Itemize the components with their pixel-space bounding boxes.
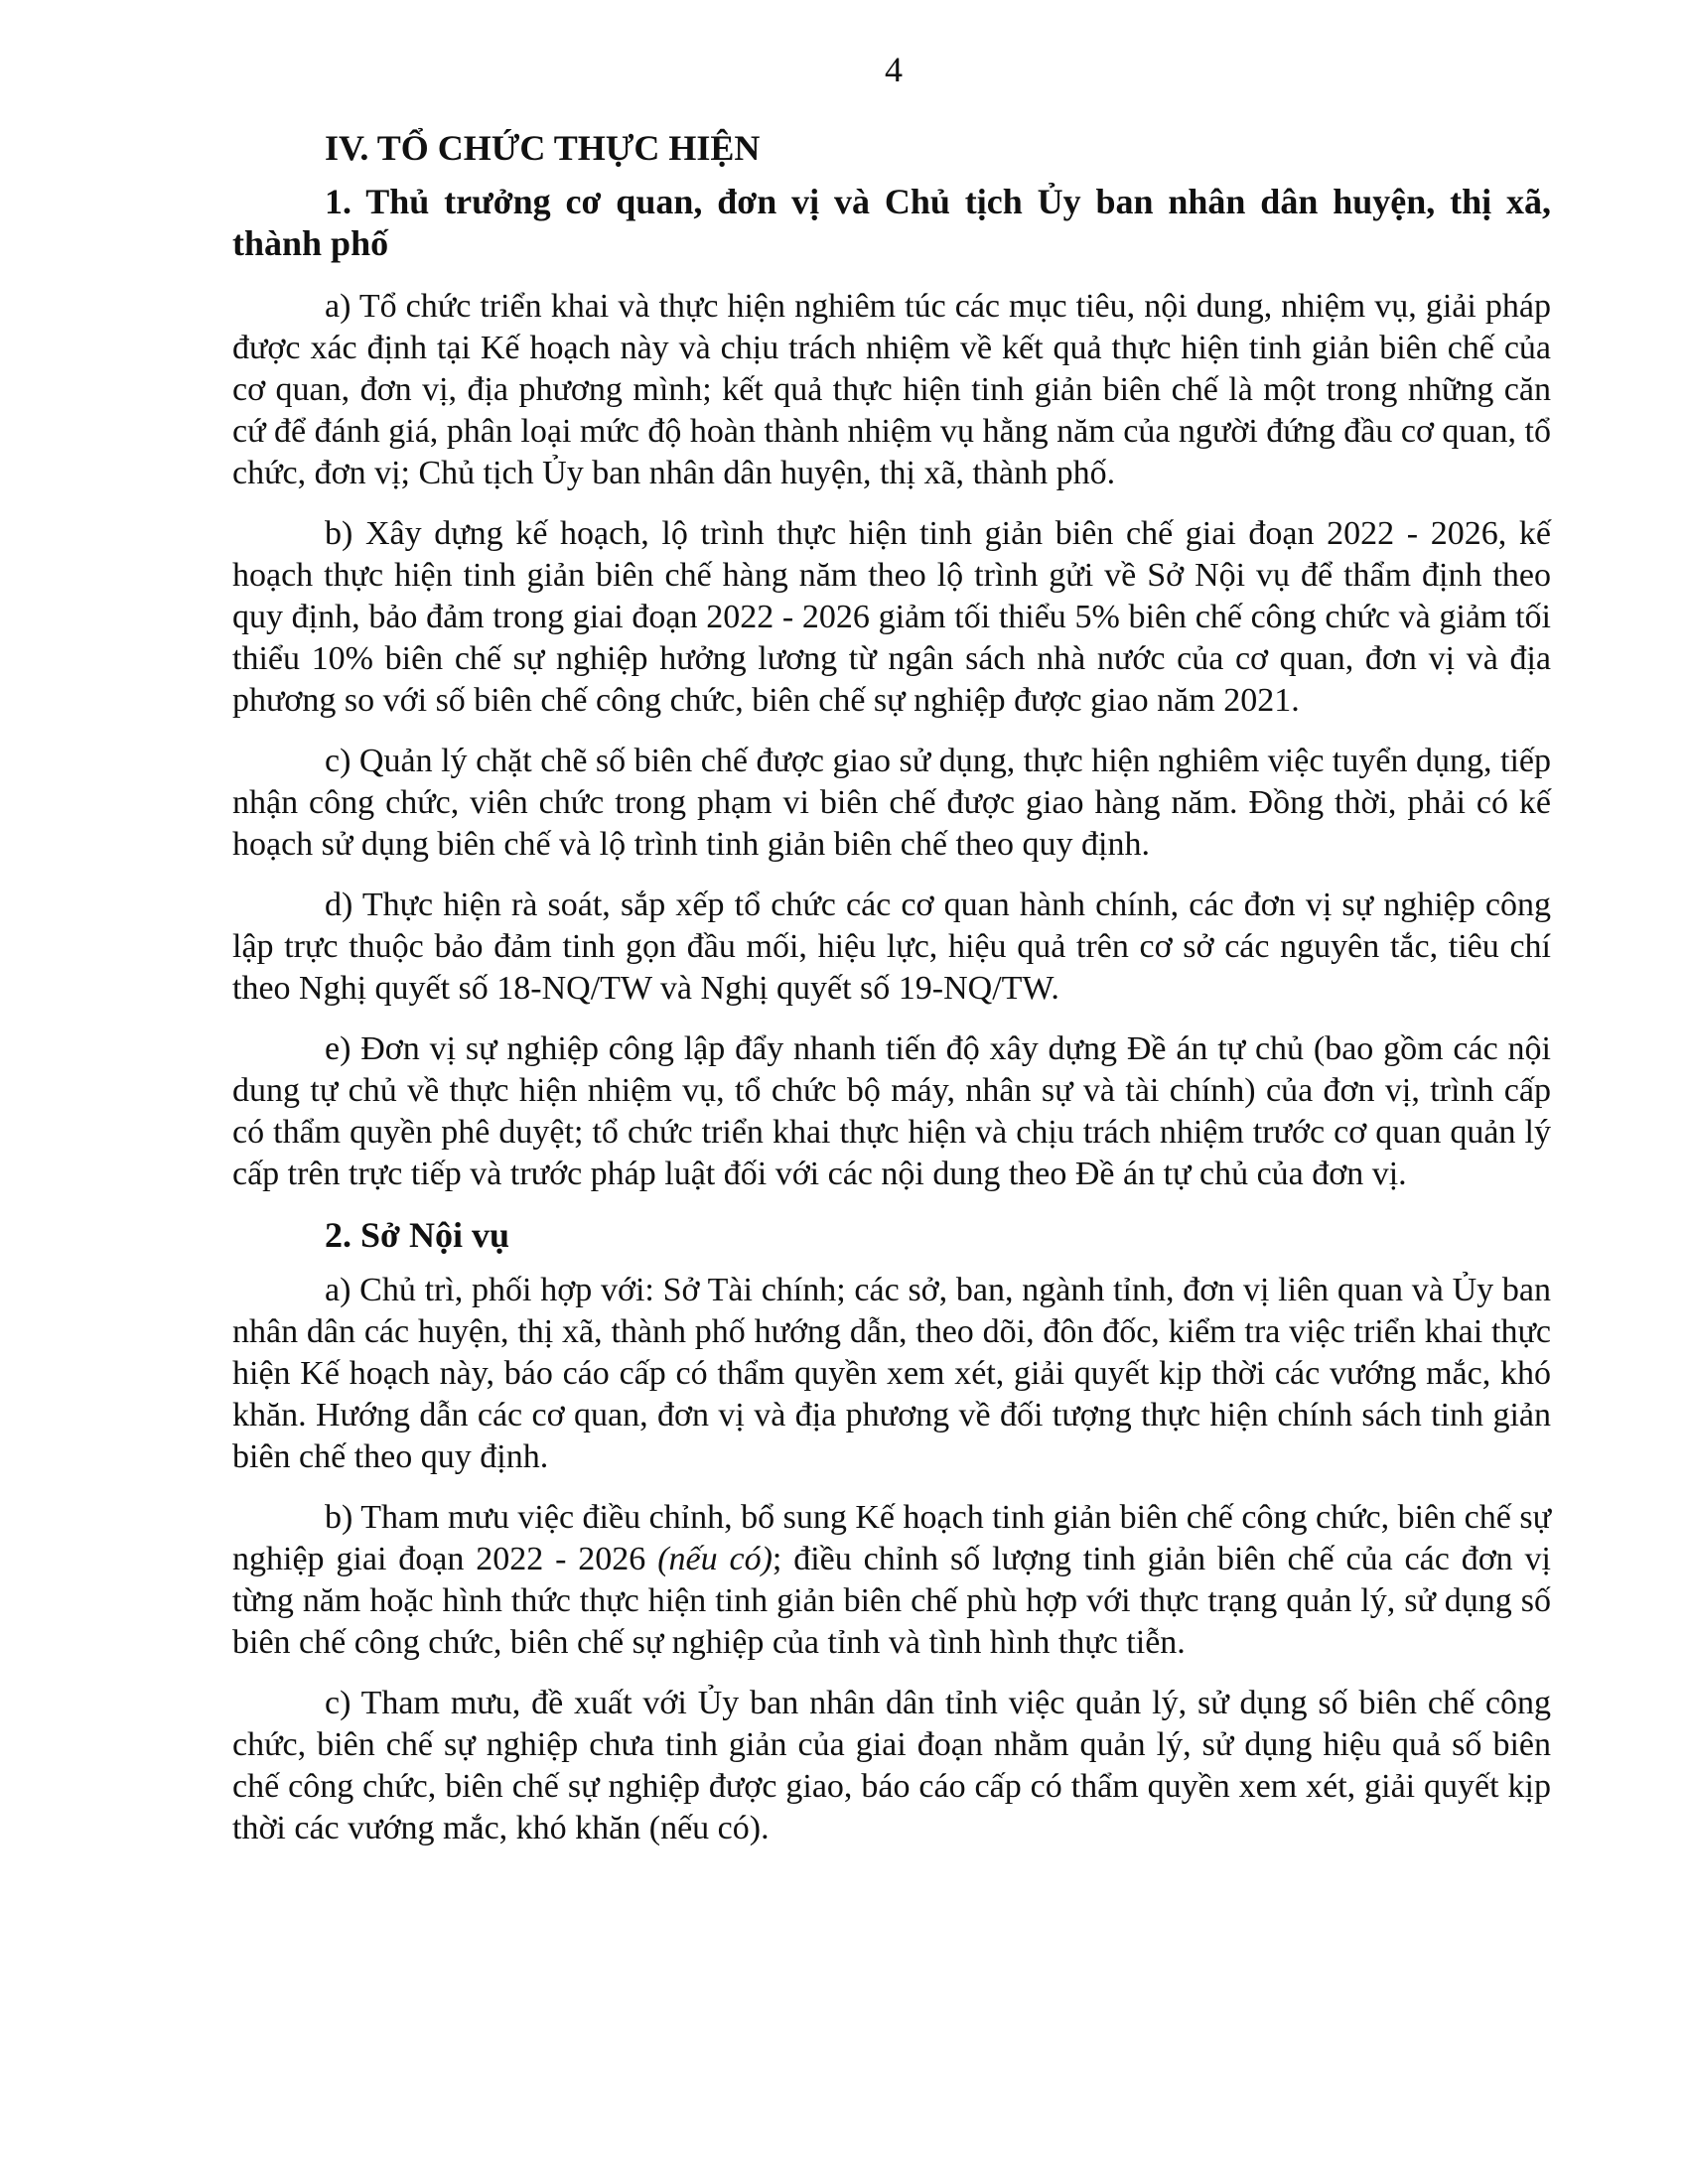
subsection-1-paragraph-e: e) Đơn vị sự nghiệp công lập đẩy nhanh tiến độ xây dựng Đề án tự chủ (bao gồm các nội dung tự chủ về thực hiện nhiệm vụ, tổ chức bộ máy, nhân sự và tài chính) của đơn vị, trình cấp có thẩm quyền phê duyệt; tổ chức triển khai thực hiện và chịu trách nhiệm trước cơ quan quản lý cấp trên trực tiếp và trước pháp luật đối với các nội dung theo Đề án tự chủ của đơn vị. [232,1030,1551,1192]
subsection-1-paragraph-c: c) Quản lý chặt chẽ số biên chế được giao sử dụng, thực hiện nghiêm việc tuyển dụng, tiếp nhận công chức, viên chức trong phạm vi biên chế được giao hàng năm. Đồng thời, phải có kế hoạch sử dụng biên chế và lộ trình tinh giản biên chế theo quy định. [232,743,1551,863]
section-title: IV. TỔ CHỨC THỰC HIỆN [325,128,761,168]
subsection-2-paragraph-c: c) Tham mưu, đề xuất với Ủy ban nhân dân tỉnh việc quản lý, sử dụng số biên chế công chức, biên chế sự nghiệp chưa tinh giản của giai đoạn nhằm quản lý, sử dụng hiệu quả số biên chế công chức, biên chế sự nghiệp được giao, báo cáo cấp có thẩm quyền xem xét, giải quyết kịp thời các vướng mắc, khó khăn (nếu có). [232,1685,1551,1846]
paragraph-b-italic-note: (nếu có) [657,1541,773,1577]
page-number: 4 [885,50,903,89]
subsection-2-paragraph-b [232,1497,1551,1664]
subsection-1-title: 1. Thủ trưởng cơ quan, đơn vị và Chủ tịch Ủy ban nhân dân huyện, thị xã, thành phố [232,182,1551,263]
subsection-1-paragraph-b: b) Xây dựng kế hoạch, lộ trình thực hiện tinh giản biên chế giai đoạn 2022 - 2026, kế hoạch thực hiện tinh giản biên chế hàng năm theo lộ trình gửi về Sở Nội vụ để thẩm định theo quy định, bảo đảm trong giai đoạn 2022 - 2026 giảm tối thiểu 5% biên chế công chức và giảm tối thiểu 10% biên chế sự nghiệp hưởng lương từ ngân sách nhà nước của cơ quan, đơn vị và địa phương so với số biên chế công chức, biên chế sự nghiệp được giao năm 2021. [232,515,1551,719]
subsection-1-paragraph-d: d) Thực hiện rà soát, sắp xếp tổ chức các cơ quan hành chính, các đơn vị sự nghiệp công lập trực thuộc bảo đảm tinh gọn đầu mối, hiệu lực, hiệu quả trên cơ sở các nguyên tắc, tiêu chí theo Nghị quyết số 18-NQ/TW và Nghị quyết số 19-NQ/TW. [232,887,1551,1007]
paragraph-b-text-start: b) Tham mưu việc điều chỉnh, bổ sung Kế hoạch tinh giản biên chế công chức, biên chế sự nghiệp giai đoạn 2022 - 2026 [232,1499,1551,1577]
subsection-2-title: 2. Sở Nội vụ [325,1215,509,1255]
document-body [232,127,1551,1868]
subsection-1-paragraph-a: a) Tổ chức triển khai và thực hiện nghiêm túc các mục tiêu, nội dung, nhiệm vụ, giải pháp được xác định tại Kế hoạch này và chịu trách nhiệm về kết quả thực hiện tinh giản biên chế của cơ quan, đơn vị, địa phương mình; kết quả thực hiện tinh giản biên chế là một trong những căn cứ để đánh giá, phân loại mức độ hoàn thành nhiệm vụ hằng năm của người đứng đầu cơ quan, tổ chức, đơn vị; Chủ tịch Ủy ban nhân dân huyện, thị xã, thành phố. [232,288,1551,491]
subsection-2-paragraph-a: a) Chủ trì, phối hợp với: Sở Tài chính; các sở, ban, ngành tỉnh, đơn vị liên quan và Ủy ban nhân dân các huyện, thị xã, thành phố hướng dẫn, theo dõi, đôn đốc, kiểm tra việc triển khai thực hiện Kế hoạch này, báo cáo cấp có thẩm quyền xem xét, giải quyết kịp thời các vướng mắc, khó khăn. Hướng dẫn các cơ quan, đơn vị và địa phương về đối tượng thực hiện chính sách tinh giản biên chế theo quy định. [232,1272,1551,1475]
paragraph-b-text-end: ; điều chỉnh số lượng tinh giản biên chế của các đơn vị từng năm hoặc hình thức thực hiện tinh giản biên chế phù hợp với thực trạng quản lý, sử dụng số biên chế công chức, biên chế sự nghiệp của tỉnh và tình hình thực tiễn. [232,1541,1552,1661]
